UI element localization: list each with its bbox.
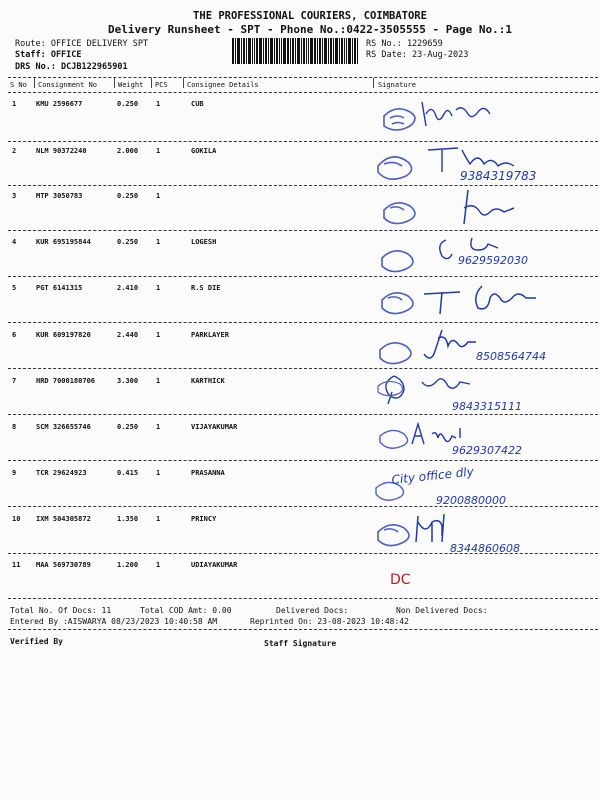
col-divider xyxy=(34,78,35,88)
row-4-sno: 4 xyxy=(12,238,17,246)
row-5-consignee: R.S DIE xyxy=(191,284,221,292)
row-1-consignment: KMU 2596677 xyxy=(36,100,83,108)
dc-remark: DC xyxy=(390,572,411,588)
row-10-pcs: 1 xyxy=(156,515,161,523)
total-docs: Total No. Of Docs: 11 xyxy=(10,606,112,615)
signature-row-7 xyxy=(372,368,582,414)
row-7-pcs: 1 xyxy=(156,377,161,385)
stamp-icon xyxy=(382,251,413,272)
row-11-consignment: MAA 569730789 xyxy=(36,561,91,569)
row-4-consignment: KUR 695195844 xyxy=(36,238,91,246)
row-1-consignee: CUB xyxy=(191,100,204,108)
table-bottom-rule xyxy=(8,598,598,599)
signature-note-row-9: City office dly xyxy=(390,464,475,487)
stamp-icon xyxy=(378,157,412,179)
verified-by: Verified By xyxy=(10,637,63,646)
row-1-weight: 0.250 xyxy=(117,100,139,108)
barcode-image xyxy=(232,38,358,64)
row-2-consignment: NLM 90372240 xyxy=(36,147,87,155)
row-9-sno: 9 xyxy=(12,469,17,477)
non-delivered-docs: Non Delivered Docs: xyxy=(396,606,488,615)
stamp-icon xyxy=(384,203,415,224)
row-4-pcs: 1 xyxy=(156,238,161,246)
signature-row-4 xyxy=(372,232,582,276)
col-header-consignment: Consignment No xyxy=(38,81,98,89)
runsheet-subtitle: Delivery Runsheet - SPT - Phone No.:0422-3505555 - Page No.:1 xyxy=(108,23,512,36)
signature-row-10 xyxy=(372,508,582,556)
footer-rule xyxy=(8,629,598,630)
col-header-weight: Weight xyxy=(118,81,144,89)
row-9-consignee: PRASANNA xyxy=(191,469,225,477)
header-top-rule xyxy=(8,77,598,78)
signature-row-2 xyxy=(372,140,582,186)
row-6-sno: 6 xyxy=(12,331,17,339)
stamp-icon xyxy=(382,293,413,314)
row-6-weight: 2.440 xyxy=(117,331,139,339)
signature-phone-row-8: 9629307422 xyxy=(452,444,522,457)
col-header-signature: Signature xyxy=(378,81,416,89)
signature-phone-row-4: 9629592030 xyxy=(458,254,528,267)
row-3-consignment: MTP 3050783 xyxy=(36,192,83,200)
signature-row-5 xyxy=(372,278,582,322)
signature-row-8 xyxy=(372,414,582,460)
row-8-consignee: VIJAYAKUMAR xyxy=(191,423,238,431)
signature-phone-row-9: 9200880000 xyxy=(436,494,506,507)
row-11-sno: 11 xyxy=(12,561,21,569)
row-3-weight: 0.250 xyxy=(117,192,139,200)
signature-row-9 xyxy=(372,462,582,508)
stamp-icon xyxy=(378,525,409,546)
row-10-sno: 10 xyxy=(12,515,21,523)
rs-number: RS No.: 1229659 xyxy=(366,39,443,49)
row-separator xyxy=(8,230,598,231)
row-2-sno: 2 xyxy=(12,147,17,155)
row-8-sno: 8 xyxy=(12,423,17,431)
row-7-weight: 3.300 xyxy=(117,377,139,385)
row-separator xyxy=(8,276,598,277)
col-divider xyxy=(114,78,115,88)
signature-row-1 xyxy=(372,88,582,138)
signature-phone-row-6: 8508564744 xyxy=(476,350,546,363)
row-10-weight: 1.350 xyxy=(117,515,139,523)
row-2-consignee: GOKILA xyxy=(191,147,217,155)
delivered-docs: Delivered Docs: xyxy=(276,606,349,615)
drs-number: DRS No.: DCJB122965901 xyxy=(15,62,128,72)
row-10-consignment: IXM 504305872 xyxy=(36,515,91,523)
signature-row-6 xyxy=(372,322,582,368)
rs-date: RS Date: 23-Aug-2023 xyxy=(366,50,469,60)
row-9-pcs: 1 xyxy=(156,469,161,477)
stamp-icon xyxy=(378,381,403,395)
row-5-sno: 5 xyxy=(12,284,17,292)
col-divider xyxy=(183,78,184,88)
row-10-consignee: PRINCY xyxy=(191,515,217,523)
row-11-consignee: UDIAYAKUMAR xyxy=(191,561,238,569)
route-label: Route: OFFICE DELIVERY SPT xyxy=(15,39,149,49)
stamp-icon xyxy=(380,430,408,448)
row-7-sno: 7 xyxy=(12,377,17,385)
staff-label: Staff: OFFICE xyxy=(15,50,82,60)
row-9-weight: 0.415 xyxy=(117,469,139,477)
row-6-consignment: KUR 609197820 xyxy=(36,331,91,339)
stamp-icon xyxy=(380,343,411,364)
row-1-pcs: 1 xyxy=(156,100,161,108)
row-9-consignment: TCR 29624923 xyxy=(36,469,87,477)
reprinted-on: Reprinted On: 23-08-2023 10:48:42 xyxy=(250,617,409,626)
row-5-consignment: PGT 6141315 xyxy=(36,284,83,292)
signature-phone-row-2: 9384319783 xyxy=(460,169,537,183)
signature-row-11 xyxy=(372,562,492,592)
col-header-sno: S No xyxy=(10,81,27,89)
row-8-pcs: 1 xyxy=(156,423,161,431)
row-7-consignment: HRD 7000180706 xyxy=(36,377,96,385)
row-11-pcs: 1 xyxy=(156,561,161,569)
row-8-weight: 0.250 xyxy=(117,423,139,431)
company-title: THE PROFESSIONAL COURIERS, COIMBATORE xyxy=(193,10,427,22)
row-2-pcs: 1 xyxy=(156,147,161,155)
row-3-pcs: 1 xyxy=(156,192,161,200)
col-header-pcs: PCS xyxy=(155,81,168,89)
stamp-icon xyxy=(384,109,415,130)
total-cod: Total COD Amt: 0.00 xyxy=(140,606,232,615)
row-1-sno: 1 xyxy=(12,100,17,108)
row-11-weight: 1.200 xyxy=(117,561,139,569)
row-separator xyxy=(8,460,598,461)
row-5-weight: 2.410 xyxy=(117,284,139,292)
row-2-weight: 2.000 xyxy=(117,147,139,155)
signature-phone-row-10: 8344860608 xyxy=(450,542,520,555)
row-5-pcs: 1 xyxy=(156,284,161,292)
row-6-pcs: 1 xyxy=(156,331,161,339)
row-6-consignee: PARKLAYER xyxy=(191,331,229,339)
row-3-sno: 3 xyxy=(12,192,17,200)
signature-row-3 xyxy=(372,186,582,230)
row-7-consignee: KARTHICK xyxy=(191,377,225,385)
row-8-consignment: SCM 326655746 xyxy=(36,423,91,431)
row-4-weight: 0.250 xyxy=(117,238,139,246)
staff-signature-label: Staff Signature xyxy=(264,639,337,648)
row-4-consignee: LOGESH xyxy=(191,238,217,246)
signature-phone-row-7: 9843315111 xyxy=(452,400,522,413)
col-header-consignee: Consignee Details xyxy=(187,81,259,89)
col-divider xyxy=(151,78,152,88)
entered-by: Entered By :AISWARYA 08/23/2023 10:40:58 AM xyxy=(10,617,218,626)
col-divider xyxy=(373,78,374,88)
